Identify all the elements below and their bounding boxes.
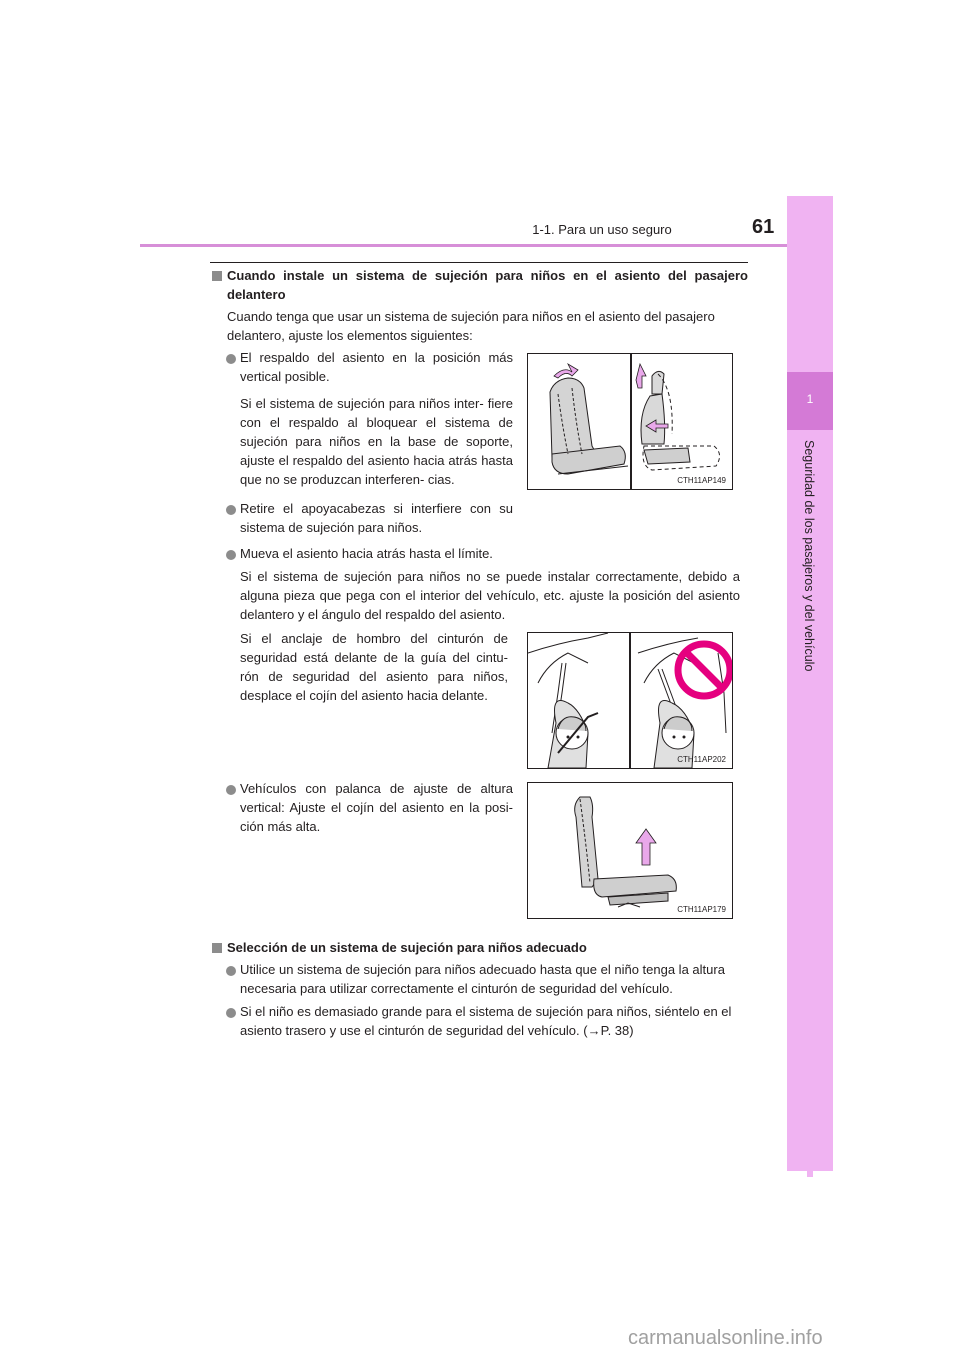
bullet-icon bbox=[226, 1008, 236, 1018]
section-intro: Cuando tenga que usar un sistema de sujeción para niños en el asiento del pasajero delantero, ajuste los elementos siguientes: bbox=[227, 309, 715, 343]
list-item-note: Si el sistema de sujeción para niños inter- fiere con el respaldo al bloquear el sistema de sujeción para niños en la base de soporte, ajuste el respaldo del asiento hacia atrás hasta que no se produzcan interferen- cias. bbox=[240, 396, 513, 487]
watermark: carmanualsonline.info bbox=[628, 1327, 823, 1349]
seat-adjustment-figure bbox=[527, 353, 733, 490]
list-item: Mueva el asiento hacia atrás hasta el límite. bbox=[240, 546, 493, 561]
bullet-icon bbox=[226, 505, 236, 515]
section-divider bbox=[210, 262, 748, 263]
square-bullet-icon bbox=[212, 271, 222, 281]
bullet-icon bbox=[226, 785, 236, 795]
bullet-icon bbox=[226, 966, 236, 976]
section-title: 1-1. Para un uso seguro bbox=[532, 222, 672, 237]
square-bullet-icon bbox=[212, 943, 222, 953]
sidebar-notch bbox=[807, 1171, 813, 1177]
list-item: Si el niño es demasiado grande para el sistema de sujeción para niños, siéntelo en el asiento trasero y use el cinturón de seguridad del vehículo. (→P. 38) bbox=[240, 1004, 732, 1038]
figure-code: CTH11AP179 bbox=[677, 905, 726, 914]
list-item-note: Si el sistema de sujeción para niños no se puede instalar correctamente, debido a alguna pieza que pega con el interior del vehículo, etc. ajuste la posición del asiento delantero y el ángulo del respaldo del asiento. bbox=[240, 569, 740, 622]
section-heading: Selección de un sistema de sujeción para niños adecuado bbox=[227, 940, 587, 955]
chapter-title: Seguridad de los pasajeros y del vehículo bbox=[802, 440, 816, 672]
bullet-icon bbox=[226, 550, 236, 560]
list-item: Utilice un sistema de sujeción para niños adecuado hasta que el niño tenga la altura necesaria para utilizar correctamente el cinturón de seguridad del vehículo. bbox=[240, 962, 725, 996]
seatbelt-position-figure bbox=[527, 632, 733, 769]
list-item: Vehículos con palanca de ajuste de altura vertical: Ajuste el cojín del asiento en la posi- ción más alta. bbox=[240, 781, 513, 834]
seat-height-figure bbox=[527, 782, 733, 919]
page-number: 61 bbox=[752, 216, 775, 238]
chapter-sidebar bbox=[787, 196, 833, 1171]
bullet-icon bbox=[226, 354, 236, 364]
list-item-note: Si el anclaje de hombro del cinturón de seguridad está delante de la guía del cintu- rón de seguridad del asiento para niños, desplace el cojín del asiento hacia delante. bbox=[240, 631, 508, 703]
list-item: Retire el apoyacabezas si interfiere con su sistema de sujeción para niños. bbox=[240, 501, 513, 535]
section-heading: Cuando instale un sistema de sujeción para niños en el asiento del pasajero delantero bbox=[227, 268, 748, 302]
chapter-number: 1 bbox=[806, 392, 814, 406]
header-rule bbox=[140, 244, 833, 247]
figure-code: CTH11AP202 bbox=[677, 755, 726, 764]
list-item: El respaldo del asiento en la posición más vertical posible. bbox=[240, 350, 513, 384]
figure-code: CTH11AP149 bbox=[677, 476, 726, 485]
